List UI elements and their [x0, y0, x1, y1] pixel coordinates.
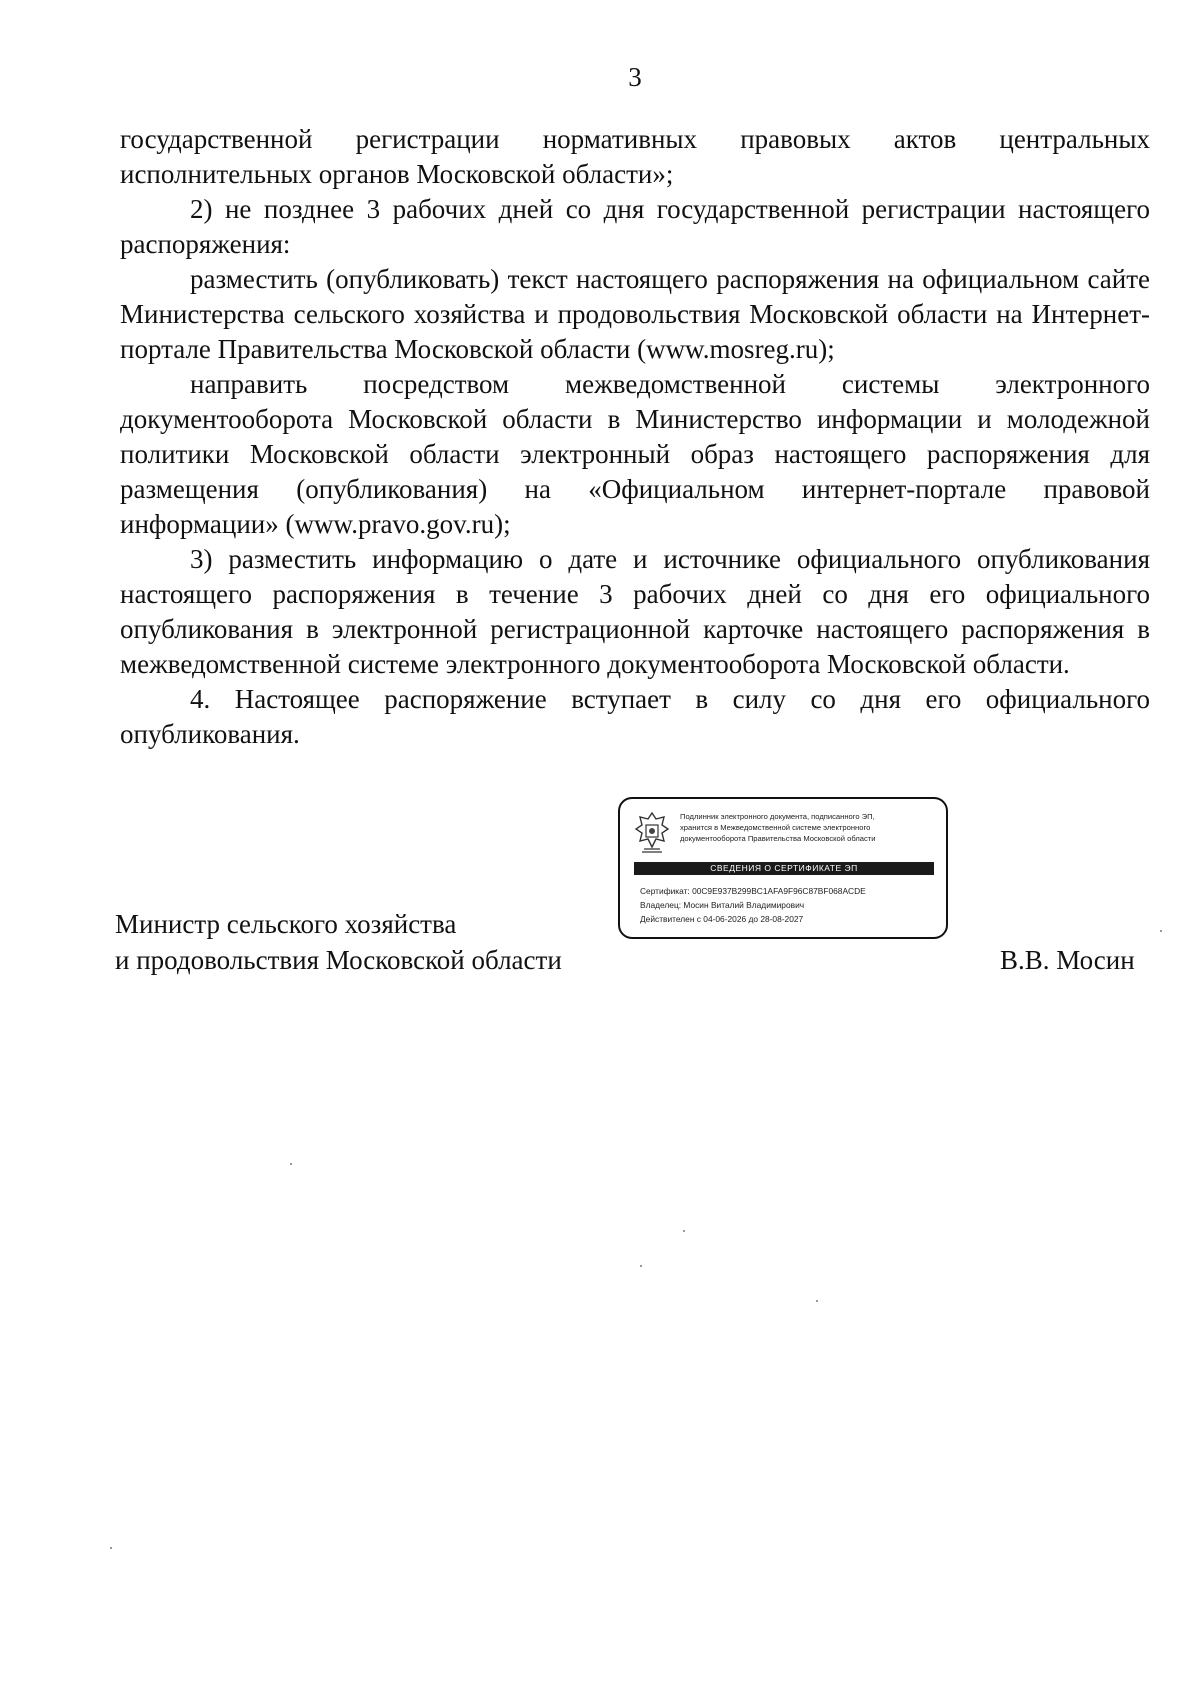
- certificate-validity: Действителен с 04-06-2026 до 28-08-2027: [640, 914, 804, 924]
- scan-speck: [1160, 930, 1162, 932]
- certificate-owner: Владелец: Мосин Виталий Владимирович: [640, 900, 805, 910]
- stamp-header-bar: СВЕДЕНИЯ О СЕРТИФИКАТЕ ЭП: [634, 862, 934, 875]
- paragraph-item-3: 3) разместить информацию о дате и источнике официального опубликования настоящего распоряжения в течение 3 рабочих дней со дня его официального опубликования в электронной регистрационной карточке настоящего распоряжения в межведомственной системе электронного документооборота Московской области.: [120, 544, 1150, 679]
- coat-of-arms-icon: [634, 811, 670, 855]
- paragraph-item-4: 4. Настоящее распоряжение вступает в силу со дня его официального опубликования.: [120, 684, 1150, 749]
- stamp-notice-line: документооборота Правительства Московской области: [680, 834, 876, 843]
- signatory-title-line: Министр сельского хозяйства: [115, 909, 457, 939]
- page-number: 3: [628, 62, 642, 92]
- paragraph-publish-site: разместить (опубликовать) текст настоящего распоряжения на официальном сайте Министерства сельского хозяйства и продовольствия Московской области на Интернет-портале Правительства Московской области (www.mosreg.ru);: [120, 264, 1150, 364]
- electronic-signature-stamp: [618, 797, 948, 939]
- scan-speck: [683, 1230, 685, 1232]
- scan-speck: [290, 1163, 292, 1165]
- scan-speck: [816, 1300, 818, 1302]
- stamp-certificate-details: [640, 884, 940, 926]
- certificate-number: Сертификат: 00C9E937B299BC1AFA9F96C87BF068ACDE: [640, 886, 866, 896]
- signatory-title-line: и продовольствия Московской области: [115, 945, 562, 975]
- signatory-name: В.В. Мосин: [1000, 945, 1135, 975]
- document-body: [120, 122, 1150, 752]
- paragraph-item-2: 2) не позднее 3 рабочих дней со дня государственной регистрации настоящего распоряжения:: [120, 194, 1150, 259]
- scan-speck: [110, 1547, 112, 1549]
- stamp-notice-line: Подлинник электронного документа, подписанного ЭП,: [680, 812, 875, 821]
- stamp-notice: [680, 811, 942, 844]
- paragraph-send-ministry: направить посредством межведомственной системы электронного документооборота Московской области в Министерство информации и молодежной политики Московской области электронный образ настоящего распоряжения для размещения (опубликования) на «Официальном интернет-портале правовой информации» (www.pravo.gov.ru);: [120, 369, 1150, 539]
- stamp-notice-line: хранится в Межведомственной системе электронного: [680, 823, 871, 832]
- scan-speck: [640, 1265, 642, 1267]
- paragraph-continuation: государственной регистрации нормативных правовых актов центральных исполнительных органов Московской области»;: [120, 124, 1150, 189]
- signatory-title: [115, 906, 562, 978]
